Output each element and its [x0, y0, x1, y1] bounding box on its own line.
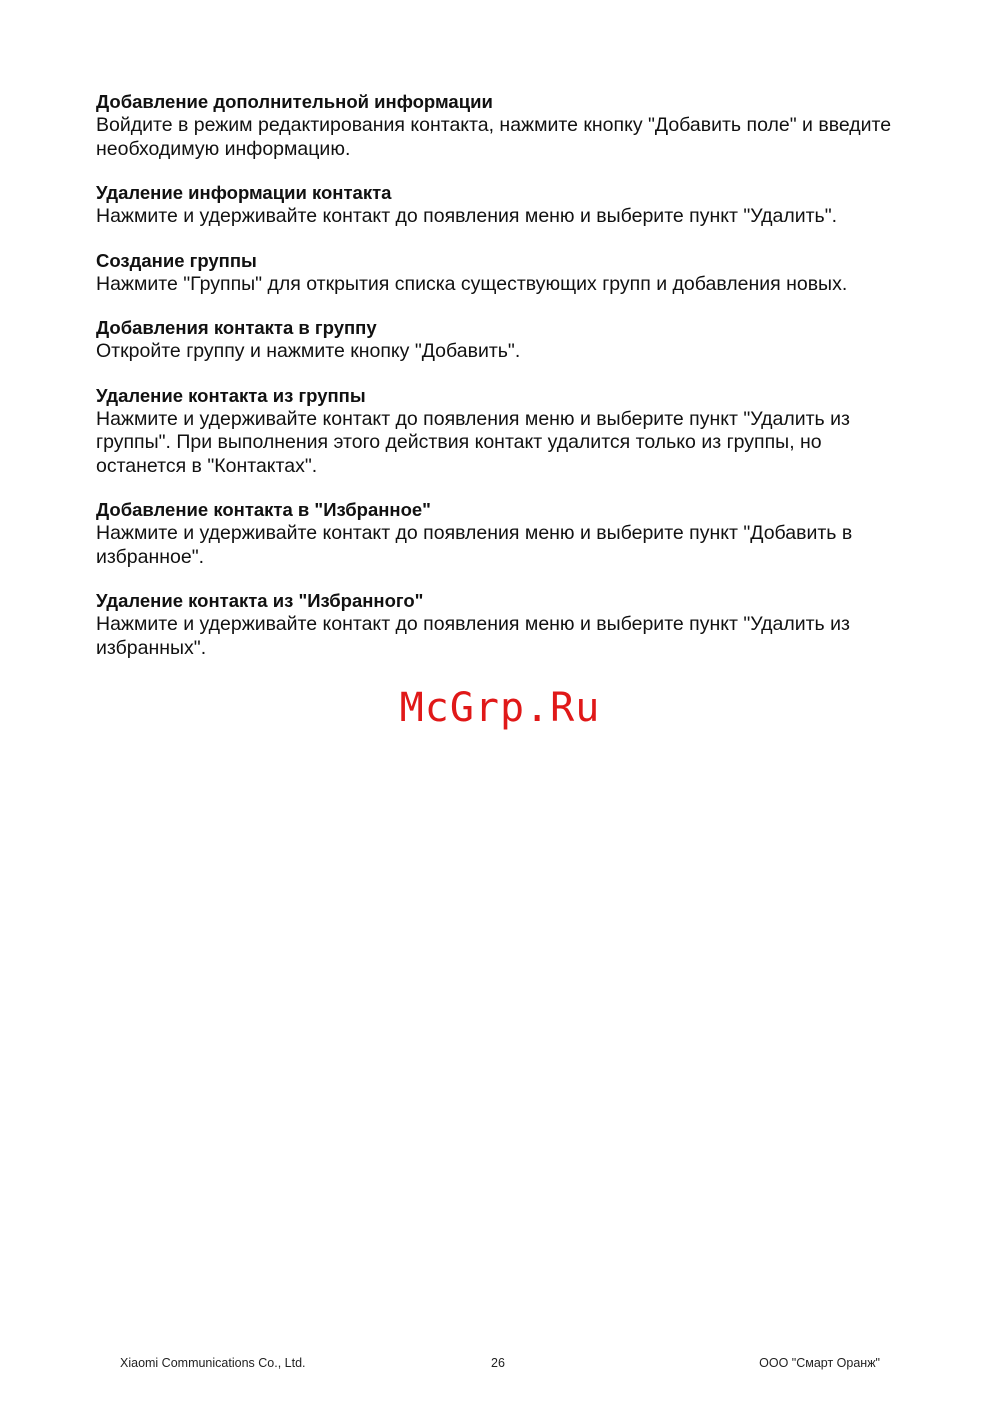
- section-remove-contact-from-group: [96, 384, 956, 479]
- section-body: [96, 340, 956, 364]
- section-body: [96, 522, 956, 569]
- section-title: Добавление дополнительной информации: [96, 91, 493, 112]
- section-title: Добавления контакта в группу: [96, 317, 377, 338]
- body-line: необходимую информацию.: [96, 137, 351, 160]
- body-line: избранное".: [96, 545, 205, 568]
- section-title: Удаление контакта из группы: [96, 384, 366, 406]
- section-body: [96, 273, 956, 297]
- section-body: [96, 408, 956, 479]
- body-line: Нажмите "Группы" для открытия списка существующих групп и добавления новых.: [96, 272, 848, 295]
- body-line: группы". При выполнения этого действия контакт удалится только из группы, но: [96, 431, 822, 453]
- section-title: Удаление информации контакта: [96, 182, 392, 203]
- footer-distributor: ООО "Смарт Оранж": [759, 1356, 880, 1370]
- page-number: 26: [491, 1356, 505, 1370]
- section-add-contact-to-group: [96, 316, 956, 364]
- section-delete-contact-info: [96, 181, 956, 229]
- section-body: [96, 114, 956, 161]
- page-footer: [0, 1354, 1000, 1372]
- body-line: останется в "Контактах".: [96, 454, 318, 477]
- section-title: Удаление контакта из "Избранного": [96, 590, 424, 611]
- body-line: Нажмите и удерживайте контакт до появления меню и выберите пункт "Удалить".: [96, 205, 838, 227]
- body-line: Нажмите и удерживайте контакт до появления меню и выберите пункт "Удалить из: [96, 407, 850, 430]
- section-add-to-favorites: [96, 498, 956, 569]
- section-title: Добавление контакта в "Избранное": [96, 499, 431, 520]
- section-create-group: [96, 249, 956, 297]
- section-body: [96, 613, 956, 660]
- body-line: Нажмите и удерживайте контакт до появления меню и выберите пункт "Добавить в: [96, 522, 853, 544]
- watermark: McGrp.Ru: [399, 685, 601, 731]
- body-line: Войдите в режим редактирования контакта, нажмите кнопку "Добавить поле" и введите: [96, 114, 892, 136]
- body-line: Нажмите и удерживайте контакт до появления меню и выберите пункт "Удалить из: [96, 613, 850, 635]
- footer-company: Xiaomi Communications Co., Ltd.: [120, 1356, 306, 1370]
- document-content: [96, 90, 956, 680]
- section-add-extra-info: [96, 90, 956, 161]
- body-line: избранных".: [96, 636, 207, 659]
- body-line: Откройте группу и нажмите кнопку "Добавить".: [96, 340, 521, 362]
- section-body: [96, 205, 956, 229]
- section-remove-from-favorites: [96, 589, 956, 660]
- section-title: Создание группы: [96, 249, 257, 271]
